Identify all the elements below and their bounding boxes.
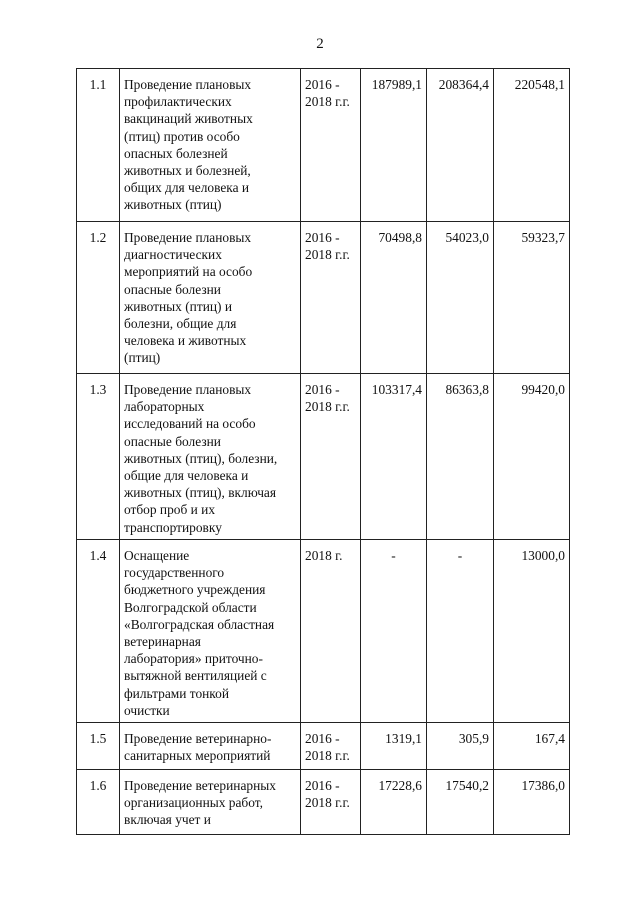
table-row <box>77 222 570 374</box>
row-number: 1.1 <box>77 69 120 222</box>
row-number: 1.2 <box>77 222 120 374</box>
activity-period: 2016 - 2018 г.г. <box>301 770 361 835</box>
table-row <box>77 540 570 723</box>
activity-description: Проведение плановых диагностических мероприятий на особо опасные болезни животных (птиц) и болезни, общие для человека и животных (птиц) <box>120 222 301 374</box>
table-row <box>77 723 570 770</box>
program-activities-table <box>76 68 570 835</box>
row-number: 1.4 <box>77 540 120 723</box>
activity-description: Проведение плановых профилактических вакцинаций животных (птиц) против особо опасных болезней животных и болезней, общих для человека и животных (птиц) <box>120 69 301 222</box>
value-year-3: 220548,1 <box>494 69 570 222</box>
row-number: 1.3 <box>77 374 120 540</box>
table-row <box>77 69 570 222</box>
value-year-2: 17540,2 <box>427 770 494 835</box>
table-row <box>77 374 570 540</box>
row-number: 1.6 <box>77 770 120 835</box>
activity-period: 2018 г. <box>301 540 361 723</box>
activity-description: Проведение ветеринарно- санитарных мероприятий <box>120 723 301 770</box>
value-year-2: - <box>427 540 494 723</box>
activity-period: 2016 - 2018 г.г. <box>301 374 361 540</box>
value-year-3: 99420,0 <box>494 374 570 540</box>
row-number: 1.5 <box>77 723 120 770</box>
value-year-2: 208364,4 <box>427 69 494 222</box>
value-year-2: 54023,0 <box>427 222 494 374</box>
value-year-1: 70498,8 <box>361 222 427 374</box>
value-year-1: 103317,4 <box>361 374 427 540</box>
page-number: 2 <box>316 36 324 52</box>
value-year-1: 187989,1 <box>361 69 427 222</box>
activity-description: Проведение плановых лабораторных исследований на особо опасные болезни животных (птиц), болезни, общие для человека и животных (птиц), включая отбор проб и их транспортировку <box>120 374 301 540</box>
value-year-1: 17228,6 <box>361 770 427 835</box>
activity-period: 2016 - 2018 г.г. <box>301 222 361 374</box>
activity-period: 2016 - 2018 г.г. <box>301 723 361 770</box>
value-year-3: 17386,0 <box>494 770 570 835</box>
value-year-3: 59323,7 <box>494 222 570 374</box>
value-year-2: 86363,8 <box>427 374 494 540</box>
value-year-3: 167,4 <box>494 723 570 770</box>
value-year-3: 13000,0 <box>494 540 570 723</box>
value-year-1: - <box>361 540 427 723</box>
activity-description: Проведение ветеринарных организационных работ, включая учет и <box>120 770 301 835</box>
value-year-1: 1319,1 <box>361 723 427 770</box>
value-year-2: 305,9 <box>427 723 494 770</box>
table-row <box>77 770 570 835</box>
activity-period: 2016 - 2018 г.г. <box>301 69 361 222</box>
activity-description: Оснащение государственного бюджетного учреждения Волгоградской области «Волгоградская областная ветеринарная лаборатория» приточно- вытяжной вентиляцией с фильтрами тонкой очистки <box>120 540 301 723</box>
